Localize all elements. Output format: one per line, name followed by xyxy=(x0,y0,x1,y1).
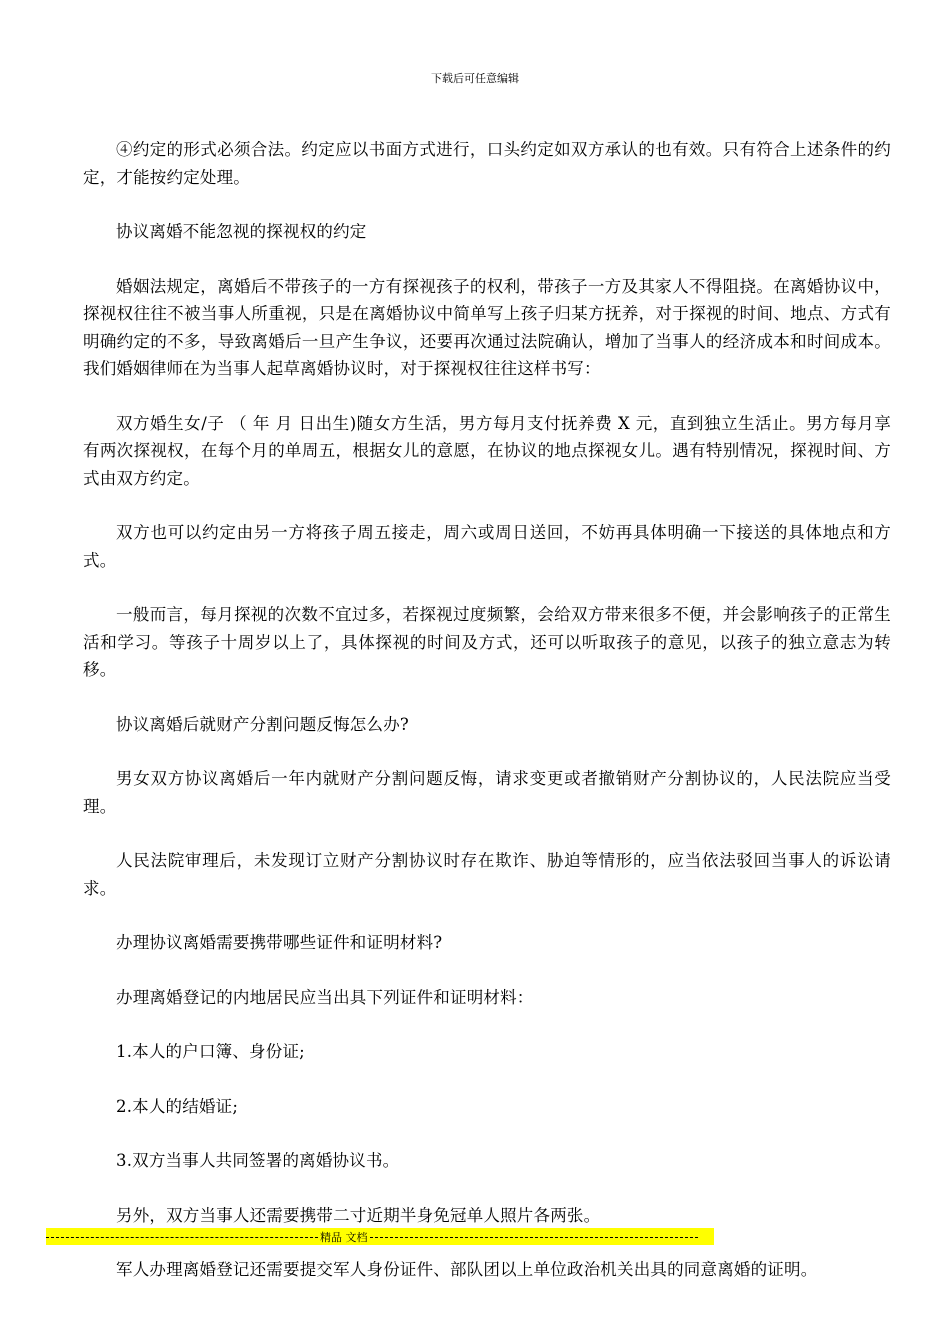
footer-label: 精品 文档 xyxy=(320,1230,368,1244)
list-item-marriage-cert: 2.本人的结婚证; xyxy=(116,1096,239,1116)
section-heading-visitation: 协议离婚不能忽视的探视权的约定 xyxy=(116,222,367,241)
paragraph-photos: 另外，双方当事人还需要携带二寸近期半身免冠单人照片各两张。 xyxy=(116,1205,601,1225)
paragraph-agreement-sample: 双方婚生女/子 （ 年 月 日出生)随女方生活，男方每月支付抚养费 X 元，直到独立生活止。男方每月享有两次探视权，在每个月的单周五，根据女儿的意愿，在协议的地点探视女儿。遇有特别情况，探视时间、方式由双方约定。 xyxy=(83,413,891,488)
paragraph-form-requirement: ④约定的形式必须合法。约定应以书面方式进行，口头约定如双方承认的也有效。只有符合上述条件的约定，才能按约定处理。 xyxy=(83,140,891,187)
list-item-divorce-agreement: 3.双方当事人共同签署的离婚协议书。 xyxy=(116,1151,400,1170)
paragraph-court-accepts: 男女双方协议离婚后一年内就财产分割问题反悔，请求变更或者撤销财产分割协议的，人民法院应当受理。 xyxy=(83,769,891,816)
footer-banner xyxy=(46,1228,714,1245)
paragraph-marriage-law: 婚姻法规定，离婚后不带孩子的一方有探视孩子的权利，带孩子一方及其家人不得阻挠。在离婚协议中，探视权往往不被当事人所重视，只是在离婚协议中简单写上孩子归某方抚养，对于探视的时间、地点、方式有明确约定的不多，导致离婚后一旦产生争议，还要再次通过法院确认，增加了当事人的经济成本和时间成本。我们婚姻律师在为当事人起草离婚协议时，对于探视权往往这样书写： xyxy=(83,276,891,378)
document-body xyxy=(83,136,891,1311)
page-header: 下载后可任意编辑 xyxy=(431,72,519,85)
section-heading-property-regret: 协议离婚后就财产分割问题反悔怎么办? xyxy=(116,714,409,734)
footer-divider-right xyxy=(370,1237,698,1238)
paragraph-documents-intro: 办理离婚登记的内地居民应当出具下列证件和证明材料： xyxy=(116,987,534,1007)
paragraph-military: 军人办理离婚登记还需要提交军人身份证件、部队团以上单位政治机关出具的同意离婚的证明。 xyxy=(116,1260,818,1279)
paragraph-pickup-arrangement: 双方也可以约定由另一方将孩子周五接走，周六或周日送回，不妨再具体明确一下接送的具体地点和方式。 xyxy=(83,523,891,570)
footer-divider-left xyxy=(46,1237,318,1238)
paragraph-court-rejects: 人民法院审理后，未发现订立财产分割协议时存在欺诈、胁迫等情形的，应当依法驳回当事人的诉讼请求。 xyxy=(83,851,891,898)
list-item-hukou: 1.本人的户口簿、身份证; xyxy=(116,1042,305,1061)
paragraph-visit-frequency: 一般而言，每月探视的次数不宜过多，若探视过度频繁，会给双方带来很多不便，并会影响孩子的正常生活和学习。等孩子十周岁以上了，具体探视的时间及方式，还可以听取孩子的意见，以孩子的独立意志为转移。 xyxy=(83,605,891,679)
section-heading-documents: 办理协议离婚需要携带哪些证件和证明材料? xyxy=(116,933,443,952)
